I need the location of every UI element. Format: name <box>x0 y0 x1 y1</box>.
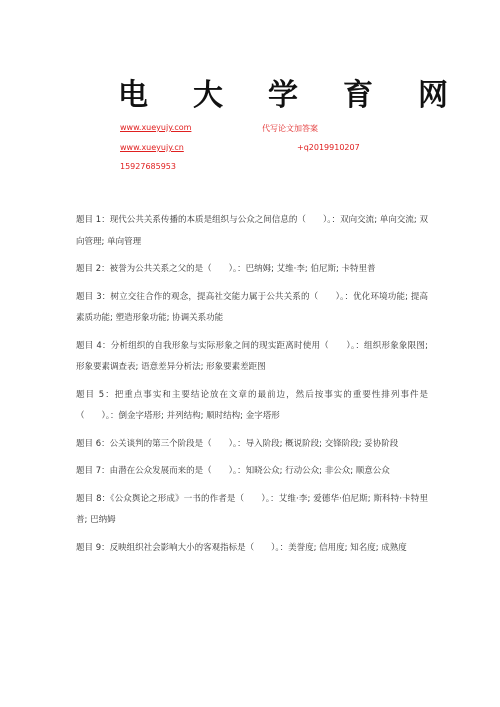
question-item: 题目 2：被誉为公共关系之父的是（ ）。：巴纳姆; 艾维·李; 伯尼斯; 卡特里普 <box>76 264 376 274</box>
website-link[interactable]: www.xueyujy.com <box>120 123 192 132</box>
page-title: 电大学育网 <box>118 78 493 113</box>
service-text: 代写论文加答案 <box>262 124 318 133</box>
question-item: 题目 4：分析组织的自我形象与实际形象之间的现实距离时使用（ ）。：组织形象象限图; 形象要素调查表; 语意差异分析法; 形象要素差距图 <box>76 340 428 372</box>
question-item: 题目 8：《公众舆论之形成》一书的作者是（ ）。：艾维·李; 爱德华·伯尼斯; 斯科特·卡特里普; 巴纳姆 <box>76 493 428 525</box>
question-item: 题目 6：公关谈判的第三个阶段是（ ）。：导入阶段; 概说阶段; 交锋阶段; 妥协阶段 <box>76 438 399 449</box>
question-list <box>76 210 428 565</box>
website2-link[interactable]: www.xueyujy.cn <box>120 143 184 152</box>
question-item: 题目 7：由潜在公众发展而来的是（ ）。：知晓公众; 行动公众; 非公众; 顺意公众 <box>76 466 390 476</box>
qq-contact: +q2019910207 <box>297 143 360 152</box>
question-item: 题目 9：反映组织社会影响大小的客观指标是（ ）。：美誉度; 信用度; 知名度; 成熟度 <box>76 542 407 553</box>
question-item: 题目 1：现代公共关系传播的本质是组织与公众之间信息的（ ）。：双向交流; 单向交流; 双向管理; 单向管理 <box>76 215 428 247</box>
question-item: 题目 3：树立交往合作的观念，提高社交能力属于公共关系的（ ）。：优化环境功能; 提高素质功能; 塑造形象功能; 协调关系功能 <box>76 291 428 323</box>
question-item: 题目 5：把重点事实和主要结论放在文章的最前边，然后按事实的重要性排列事件是（ ）。：倒金字塔形; 并列结构; 顺时结构; 金字塔形 <box>76 389 428 421</box>
phone-contact: 15927685953 <box>120 162 176 171</box>
